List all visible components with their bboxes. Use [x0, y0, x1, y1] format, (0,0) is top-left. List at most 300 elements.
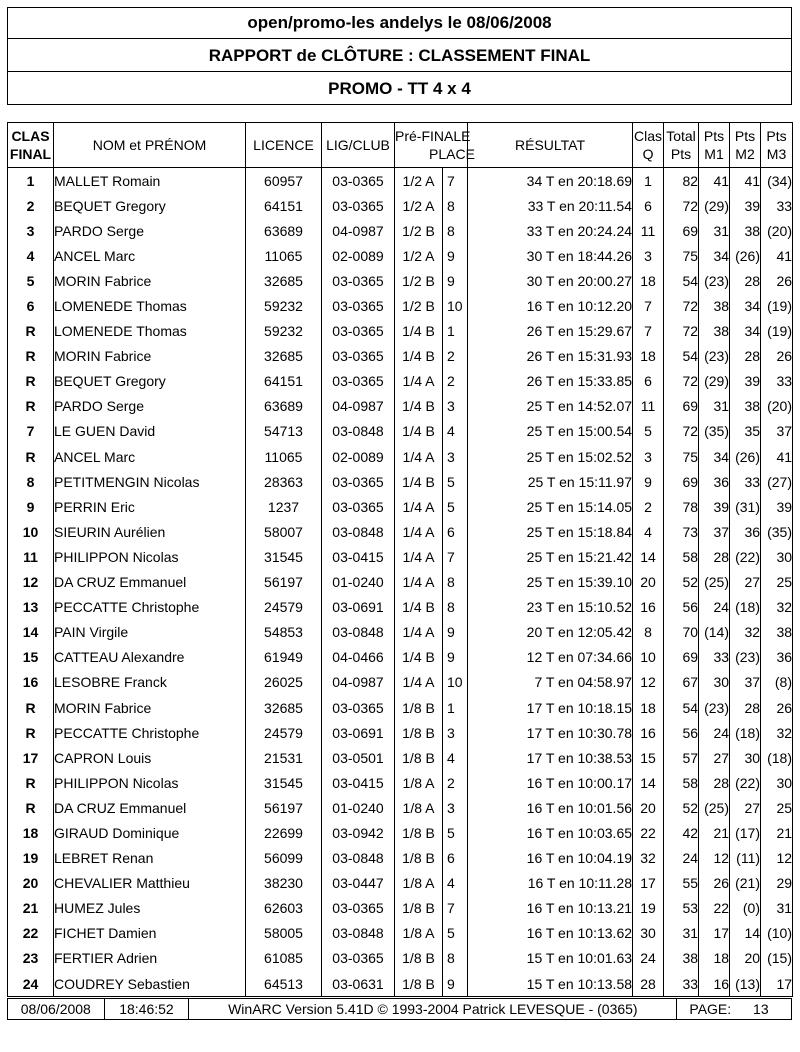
cell-pts-m3: 39 — [761, 494, 793, 519]
cell-clas-q: 3 — [633, 243, 664, 268]
cell-pts-m3: (35) — [761, 519, 793, 544]
cell-pts-m1: 28 — [699, 770, 730, 795]
cell-prefinale: 1/8 B — [395, 846, 443, 871]
cell-result: 25 T en 15:21.42 — [468, 544, 633, 569]
cell-licence: 63689 — [246, 218, 322, 243]
cell-pts-m2: 38 — [730, 218, 761, 243]
cell-club: 04-0987 — [322, 670, 395, 695]
cell-clas-q: 11 — [633, 218, 664, 243]
cell-name: LE GUEN David — [54, 419, 246, 444]
cell-clas-q: 16 — [633, 595, 664, 620]
cell-prefinale: 1/4 B — [395, 319, 443, 344]
cell-pts-m3: 25 — [761, 795, 793, 820]
cell-result: 16 T en 10:12.20 — [468, 293, 633, 318]
cell-club: 03-0501 — [322, 745, 395, 770]
cell-name: MORIN Fabrice — [54, 268, 246, 293]
cell-pts-m1: 34 — [699, 243, 730, 268]
footer-date: 08/06/2008 — [8, 999, 105, 1019]
table-row — [8, 494, 793, 519]
cell-rank: 12 — [8, 570, 54, 595]
cell-total-pts: 72 — [664, 193, 699, 218]
cell-place: 4 — [443, 745, 468, 770]
cell-pts-m1: 12 — [699, 846, 730, 871]
cell-clas-q: 2 — [633, 494, 664, 519]
cell-pts-m2: 36 — [730, 519, 761, 544]
cell-pts-m1: 16 — [699, 971, 730, 997]
table-row — [8, 444, 793, 469]
footer-page — [677, 999, 791, 1019]
cell-pts-m1: (23) — [699, 695, 730, 720]
cell-pts-m3: 36 — [761, 645, 793, 670]
cell-clas-q: 5 — [633, 419, 664, 444]
cell-name: CHEVALIER Matthieu — [54, 871, 246, 896]
cell-club: 03-0691 — [322, 595, 395, 620]
cell-club: 03-0848 — [322, 846, 395, 871]
cell-clas-q: 28 — [633, 971, 664, 997]
cell-clas-q: 1 — [633, 168, 664, 194]
cell-total-pts: 58 — [664, 770, 699, 795]
cell-pts-m3: (15) — [761, 946, 793, 971]
cell-place: 8 — [443, 595, 468, 620]
cell-result: 33 T en 20:11.54 — [468, 193, 633, 218]
cell-pts-m2: (18) — [730, 595, 761, 620]
cell-clas-q: 19 — [633, 896, 664, 921]
cell-name: HUMEZ Jules — [54, 896, 246, 921]
cell-pts-m2: 37 — [730, 670, 761, 695]
cell-licence: 11065 — [246, 243, 322, 268]
cell-pts-m2: 28 — [730, 268, 761, 293]
cell-rank: R — [8, 795, 54, 820]
cell-pts-m3: 30 — [761, 770, 793, 795]
cell-pts-m1: 31 — [699, 394, 730, 419]
cell-pts-m1: 41 — [699, 168, 730, 194]
cell-prefinale: 1/4 B — [395, 469, 443, 494]
cell-pts-m3: 21 — [761, 820, 793, 845]
report-title: RAPPORT de CLÔTURE : CLASSEMENT FINAL — [7, 38, 792, 72]
cell-prefinale: 1/8 B — [395, 820, 443, 845]
cell-pts-m3: 32 — [761, 595, 793, 620]
cell-pts-m2: (18) — [730, 720, 761, 745]
cell-prefinale: 1/4 A — [395, 670, 443, 695]
table-header — [8, 123, 793, 168]
cell-pts-m1: 39 — [699, 494, 730, 519]
cell-pts-m3: 29 — [761, 871, 793, 896]
cell-rank: 6 — [8, 293, 54, 318]
cell-place: 8 — [443, 218, 468, 243]
cell-result: 7 T en 04:58.97 — [468, 670, 633, 695]
cell-result: 26 T en 15:33.85 — [468, 369, 633, 394]
cell-pts-m1: 24 — [699, 595, 730, 620]
cell-clas-q: 32 — [633, 846, 664, 871]
cell-clas-q: 24 — [633, 946, 664, 971]
cell-name: CATTEAU Alexandre — [54, 645, 246, 670]
cell-rank: 14 — [8, 620, 54, 645]
cell-clas-q: 18 — [633, 344, 664, 369]
cell-total-pts: 52 — [664, 795, 699, 820]
cell-club: 04-0987 — [322, 218, 395, 243]
cell-place: 7 — [443, 544, 468, 569]
cell-club: 03-0365 — [322, 695, 395, 720]
cell-club: 02-0089 — [322, 444, 395, 469]
cell-name: BEQUET Gregory — [54, 193, 246, 218]
cell-club: 03-0631 — [322, 971, 395, 997]
table-row — [8, 243, 793, 268]
cell-pts-m1: (25) — [699, 570, 730, 595]
cell-name: BEQUET Gregory — [54, 369, 246, 394]
cell-prefinale: 1/2 A — [395, 193, 443, 218]
cell-total-pts: 69 — [664, 394, 699, 419]
cell-total-pts: 57 — [664, 745, 699, 770]
cell-rank: 15 — [8, 645, 54, 670]
cell-place: 9 — [443, 645, 468, 670]
table-row — [8, 846, 793, 871]
cell-licence: 22699 — [246, 820, 322, 845]
col-resultat: RÉSULTAT — [468, 123, 633, 168]
cell-result: 17 T en 10:30.78 — [468, 720, 633, 745]
col-ligclub: LIG/CLUB — [322, 123, 395, 168]
cell-total-pts: 58 — [664, 544, 699, 569]
table-row — [8, 820, 793, 845]
table-row — [8, 168, 793, 194]
cell-pts-m2: 38 — [730, 394, 761, 419]
cell-result: 25 T en 15:18.84 — [468, 519, 633, 544]
cell-result: 16 T en 10:00.17 — [468, 770, 633, 795]
cell-rank: 16 — [8, 670, 54, 695]
cell-prefinale: 1/4 A — [395, 369, 443, 394]
cell-rank: 2 — [8, 193, 54, 218]
col-pts-m1: Pts M1 — [699, 123, 730, 168]
cell-rank: R — [8, 344, 54, 369]
cell-licence: 60957 — [246, 168, 322, 194]
cell-pts-m1: (35) — [699, 419, 730, 444]
cell-club: 03-0365 — [322, 896, 395, 921]
cell-prefinale: 1/4 B — [395, 595, 443, 620]
cell-club: 01-0240 — [322, 570, 395, 595]
cell-club: 04-0466 — [322, 645, 395, 670]
cell-result: 25 T en 15:39.10 — [468, 570, 633, 595]
cell-club: 03-0365 — [322, 469, 395, 494]
cell-place: 5 — [443, 921, 468, 946]
cell-club: 03-0365 — [322, 344, 395, 369]
cell-pts-m3: (10) — [761, 921, 793, 946]
cell-pts-m2: (31) — [730, 494, 761, 519]
cell-result: 17 T en 10:18.15 — [468, 695, 633, 720]
cell-pts-m1: (23) — [699, 344, 730, 369]
cell-pts-m3: 41 — [761, 444, 793, 469]
cell-total-pts: 54 — [664, 344, 699, 369]
table-row — [8, 670, 793, 695]
cell-club: 03-0365 — [322, 268, 395, 293]
cell-name: SIEURIN Aurélien — [54, 519, 246, 544]
cell-pts-m2: 33 — [730, 469, 761, 494]
cell-place: 5 — [443, 494, 468, 519]
footer-time: 18:46:52 — [105, 999, 190, 1019]
cell-licence: 54853 — [246, 620, 322, 645]
results-table — [7, 122, 793, 997]
cell-place: 3 — [443, 444, 468, 469]
cell-clas-q: 17 — [633, 871, 664, 896]
cell-name: MORIN Fabrice — [54, 344, 246, 369]
cell-total-pts: 75 — [664, 444, 699, 469]
table-row — [8, 218, 793, 243]
cell-pts-m2: 30 — [730, 745, 761, 770]
cell-licence: 31545 — [246, 544, 322, 569]
cell-pts-m1: 26 — [699, 871, 730, 896]
cell-prefinale: 1/4 B — [395, 645, 443, 670]
cell-result: 25 T en 14:52.07 — [468, 394, 633, 419]
cell-rank: 5 — [8, 268, 54, 293]
cell-total-pts: 42 — [664, 820, 699, 845]
cell-licence: 64151 — [246, 369, 322, 394]
cell-place: 3 — [443, 394, 468, 419]
cell-prefinale: 1/4 B — [395, 419, 443, 444]
cell-place: 4 — [443, 419, 468, 444]
col-licence: LICENCE — [246, 123, 322, 168]
cell-clas-q: 14 — [633, 544, 664, 569]
cell-club: 03-0365 — [322, 293, 395, 318]
cell-clas-q: 6 — [633, 193, 664, 218]
cell-result: 20 T en 12:05.42 — [468, 620, 633, 645]
cell-clas-q: 18 — [633, 695, 664, 720]
cell-clas-q: 30 — [633, 921, 664, 946]
cell-place: 8 — [443, 193, 468, 218]
cell-place: 8 — [443, 570, 468, 595]
cell-clas-q: 11 — [633, 394, 664, 419]
cell-place: 3 — [443, 795, 468, 820]
cell-result: 26 T en 15:31.93 — [468, 344, 633, 369]
cell-rank: 21 — [8, 896, 54, 921]
cell-pts-m1: 28 — [699, 544, 730, 569]
cell-total-pts: 52 — [664, 570, 699, 595]
cell-club: 01-0240 — [322, 795, 395, 820]
table-row — [8, 419, 793, 444]
cell-pts-m3: 25 — [761, 570, 793, 595]
cell-prefinale: 1/2 A — [395, 168, 443, 194]
table-row — [8, 620, 793, 645]
cell-place: 2 — [443, 770, 468, 795]
cell-total-pts: 56 — [664, 720, 699, 745]
cell-total-pts: 55 — [664, 871, 699, 896]
cell-pts-m3: 12 — [761, 846, 793, 871]
cell-name: PECCATTE Christophe — [54, 595, 246, 620]
cell-name: LESOBRE Franck — [54, 670, 246, 695]
table-row — [8, 544, 793, 569]
cell-licence: 56099 — [246, 846, 322, 871]
cell-pts-m3: 17 — [761, 971, 793, 997]
table-row — [8, 469, 793, 494]
cell-pts-m2: (26) — [730, 243, 761, 268]
cell-club: 03-0365 — [322, 319, 395, 344]
cell-club: 03-0447 — [322, 871, 395, 896]
cell-club: 03-0848 — [322, 419, 395, 444]
col-pts-m2: Pts M2 — [730, 123, 761, 168]
cell-pts-m1: 18 — [699, 946, 730, 971]
table-row — [8, 645, 793, 670]
table-row — [8, 519, 793, 544]
cell-club: 02-0089 — [322, 243, 395, 268]
cell-rank: 1 — [8, 168, 54, 194]
footer-page-label: PAGE: — [689, 1001, 732, 1017]
cell-total-pts: 70 — [664, 620, 699, 645]
cell-name: PHILIPPON Nicolas — [54, 770, 246, 795]
cell-pts-m1: 22 — [699, 896, 730, 921]
cell-rank: 19 — [8, 846, 54, 871]
cell-pts-m1: (29) — [699, 193, 730, 218]
cell-licence: 58005 — [246, 921, 322, 946]
cell-pts-m2: 14 — [730, 921, 761, 946]
cell-name: PARDO Serge — [54, 394, 246, 419]
cell-pts-m2: 39 — [730, 369, 761, 394]
cell-result: 16 T en 10:13.21 — [468, 896, 633, 921]
cell-total-pts: 72 — [664, 419, 699, 444]
cell-name: COUDREY Sebastien — [54, 971, 246, 997]
cell-pts-m2: (22) — [730, 770, 761, 795]
cell-clas-q: 18 — [633, 268, 664, 293]
cell-prefinale: 1/8 B — [395, 946, 443, 971]
cell-result: 16 T en 10:04.19 — [468, 846, 633, 871]
cell-rank: R — [8, 695, 54, 720]
cell-prefinale: 1/4 A — [395, 544, 443, 569]
table-row — [8, 193, 793, 218]
cell-prefinale: 1/2 B — [395, 293, 443, 318]
cell-place: 7 — [443, 896, 468, 921]
cell-licence: 64151 — [246, 193, 322, 218]
cell-total-pts: 38 — [664, 946, 699, 971]
table-row — [8, 896, 793, 921]
cell-licence: 28363 — [246, 469, 322, 494]
cell-pts-m2: (22) — [730, 544, 761, 569]
cell-licence: 56197 — [246, 570, 322, 595]
cell-name: PHILIPPON Nicolas — [54, 544, 246, 569]
cell-prefinale: 1/8 A — [395, 770, 443, 795]
cell-pts-m2: 41 — [730, 168, 761, 194]
cell-clas-q: 16 — [633, 720, 664, 745]
cell-pts-m1: 38 — [699, 319, 730, 344]
cell-rank: R — [8, 720, 54, 745]
cell-result: 12 T en 07:34.66 — [468, 645, 633, 670]
cell-pts-m2: (13) — [730, 971, 761, 997]
cell-pts-m2: (11) — [730, 846, 761, 871]
cell-place: 7 — [443, 168, 468, 194]
cell-result: 25 T en 15:14.05 — [468, 494, 633, 519]
cell-club: 03-0365 — [322, 168, 395, 194]
cell-rank: 7 — [8, 419, 54, 444]
cell-place: 9 — [443, 243, 468, 268]
cell-pts-m3: (34) — [761, 168, 793, 194]
cell-rank: R — [8, 369, 54, 394]
cell-pts-m2: 35 — [730, 419, 761, 444]
cell-place: 2 — [443, 344, 468, 369]
cell-club: 03-0415 — [322, 544, 395, 569]
cell-licence: 11065 — [246, 444, 322, 469]
cell-pts-m1: 33 — [699, 645, 730, 670]
cell-clas-q: 14 — [633, 770, 664, 795]
cell-pts-m3: (8) — [761, 670, 793, 695]
cell-rank: 10 — [8, 519, 54, 544]
cell-licence: 58007 — [246, 519, 322, 544]
table-row — [8, 293, 793, 318]
cell-pts-m3: 31 — [761, 896, 793, 921]
cell-pts-m3: (19) — [761, 319, 793, 344]
cell-place: 6 — [443, 846, 468, 871]
cell-pts-m1: 38 — [699, 293, 730, 318]
cell-prefinale: 1/8 B — [395, 745, 443, 770]
cell-pts-m1: (14) — [699, 620, 730, 645]
cell-result: 26 T en 15:29.67 — [468, 319, 633, 344]
cell-pts-m1: (25) — [699, 795, 730, 820]
cell-pts-m3: 38 — [761, 620, 793, 645]
table-row — [8, 720, 793, 745]
cell-rank: 4 — [8, 243, 54, 268]
cell-pts-m1: 27 — [699, 745, 730, 770]
table-row — [8, 570, 793, 595]
cell-name: CAPRON Louis — [54, 745, 246, 770]
cell-prefinale: 1/2 B — [395, 218, 443, 243]
cell-name: FICHET Damien — [54, 921, 246, 946]
cell-place: 9 — [443, 620, 468, 645]
cell-prefinale: 1/8 B — [395, 971, 443, 997]
cell-rank: 23 — [8, 946, 54, 971]
cell-total-pts: 31 — [664, 921, 699, 946]
cell-name: LEBRET Renan — [54, 846, 246, 871]
cell-licence: 24579 — [246, 720, 322, 745]
cell-prefinale: 1/8 A — [395, 871, 443, 896]
cell-pts-m1: 21 — [699, 820, 730, 845]
cell-prefinale: 1/8 B — [395, 695, 443, 720]
cell-licence: 62603 — [246, 896, 322, 921]
cell-result: 16 T en 10:11.28 — [468, 871, 633, 896]
cell-total-pts: 33 — [664, 971, 699, 997]
cell-total-pts: 72 — [664, 293, 699, 318]
cell-club: 03-0848 — [322, 620, 395, 645]
cell-total-pts: 78 — [664, 494, 699, 519]
cell-prefinale: 1/2 A — [395, 243, 443, 268]
cell-name: PECCATTE Christophe — [54, 720, 246, 745]
cell-total-pts: 73 — [664, 519, 699, 544]
cell-clas-q: 9 — [633, 469, 664, 494]
cell-place: 9 — [443, 971, 468, 997]
cell-pts-m3: (20) — [761, 394, 793, 419]
cell-prefinale: 1/8 A — [395, 921, 443, 946]
table-row — [8, 268, 793, 293]
cell-pts-m1: 24 — [699, 720, 730, 745]
cell-pts-m3: (20) — [761, 218, 793, 243]
cell-name: LOMENEDE Thomas — [54, 293, 246, 318]
cell-club: 03-0365 — [322, 946, 395, 971]
cell-name: PETITMENGIN Nicolas — [54, 469, 246, 494]
cell-pts-m1: 34 — [699, 444, 730, 469]
cell-licence: 26025 — [246, 670, 322, 695]
cell-result: 15 T en 10:01.63 — [468, 946, 633, 971]
cell-name: PERRIN Eric — [54, 494, 246, 519]
cell-total-pts: 54 — [664, 695, 699, 720]
cell-pts-m3: 26 — [761, 344, 793, 369]
cell-licence: 32685 — [246, 268, 322, 293]
col-pts-m3: Pts M3 — [761, 123, 793, 168]
cell-clas-q: 4 — [633, 519, 664, 544]
cell-clas-q: 6 — [633, 369, 664, 394]
cell-name: ANCEL Marc — [54, 243, 246, 268]
table-row — [8, 770, 793, 795]
cell-rank: 18 — [8, 820, 54, 845]
cell-pts-m2: 34 — [730, 319, 761, 344]
table-row — [8, 946, 793, 971]
cell-prefinale: 1/4 A — [395, 570, 443, 595]
cell-pts-m2: 28 — [730, 695, 761, 720]
cell-rank: 22 — [8, 921, 54, 946]
cell-pts-m1: 17 — [699, 921, 730, 946]
cell-club: 04-0987 — [322, 394, 395, 419]
